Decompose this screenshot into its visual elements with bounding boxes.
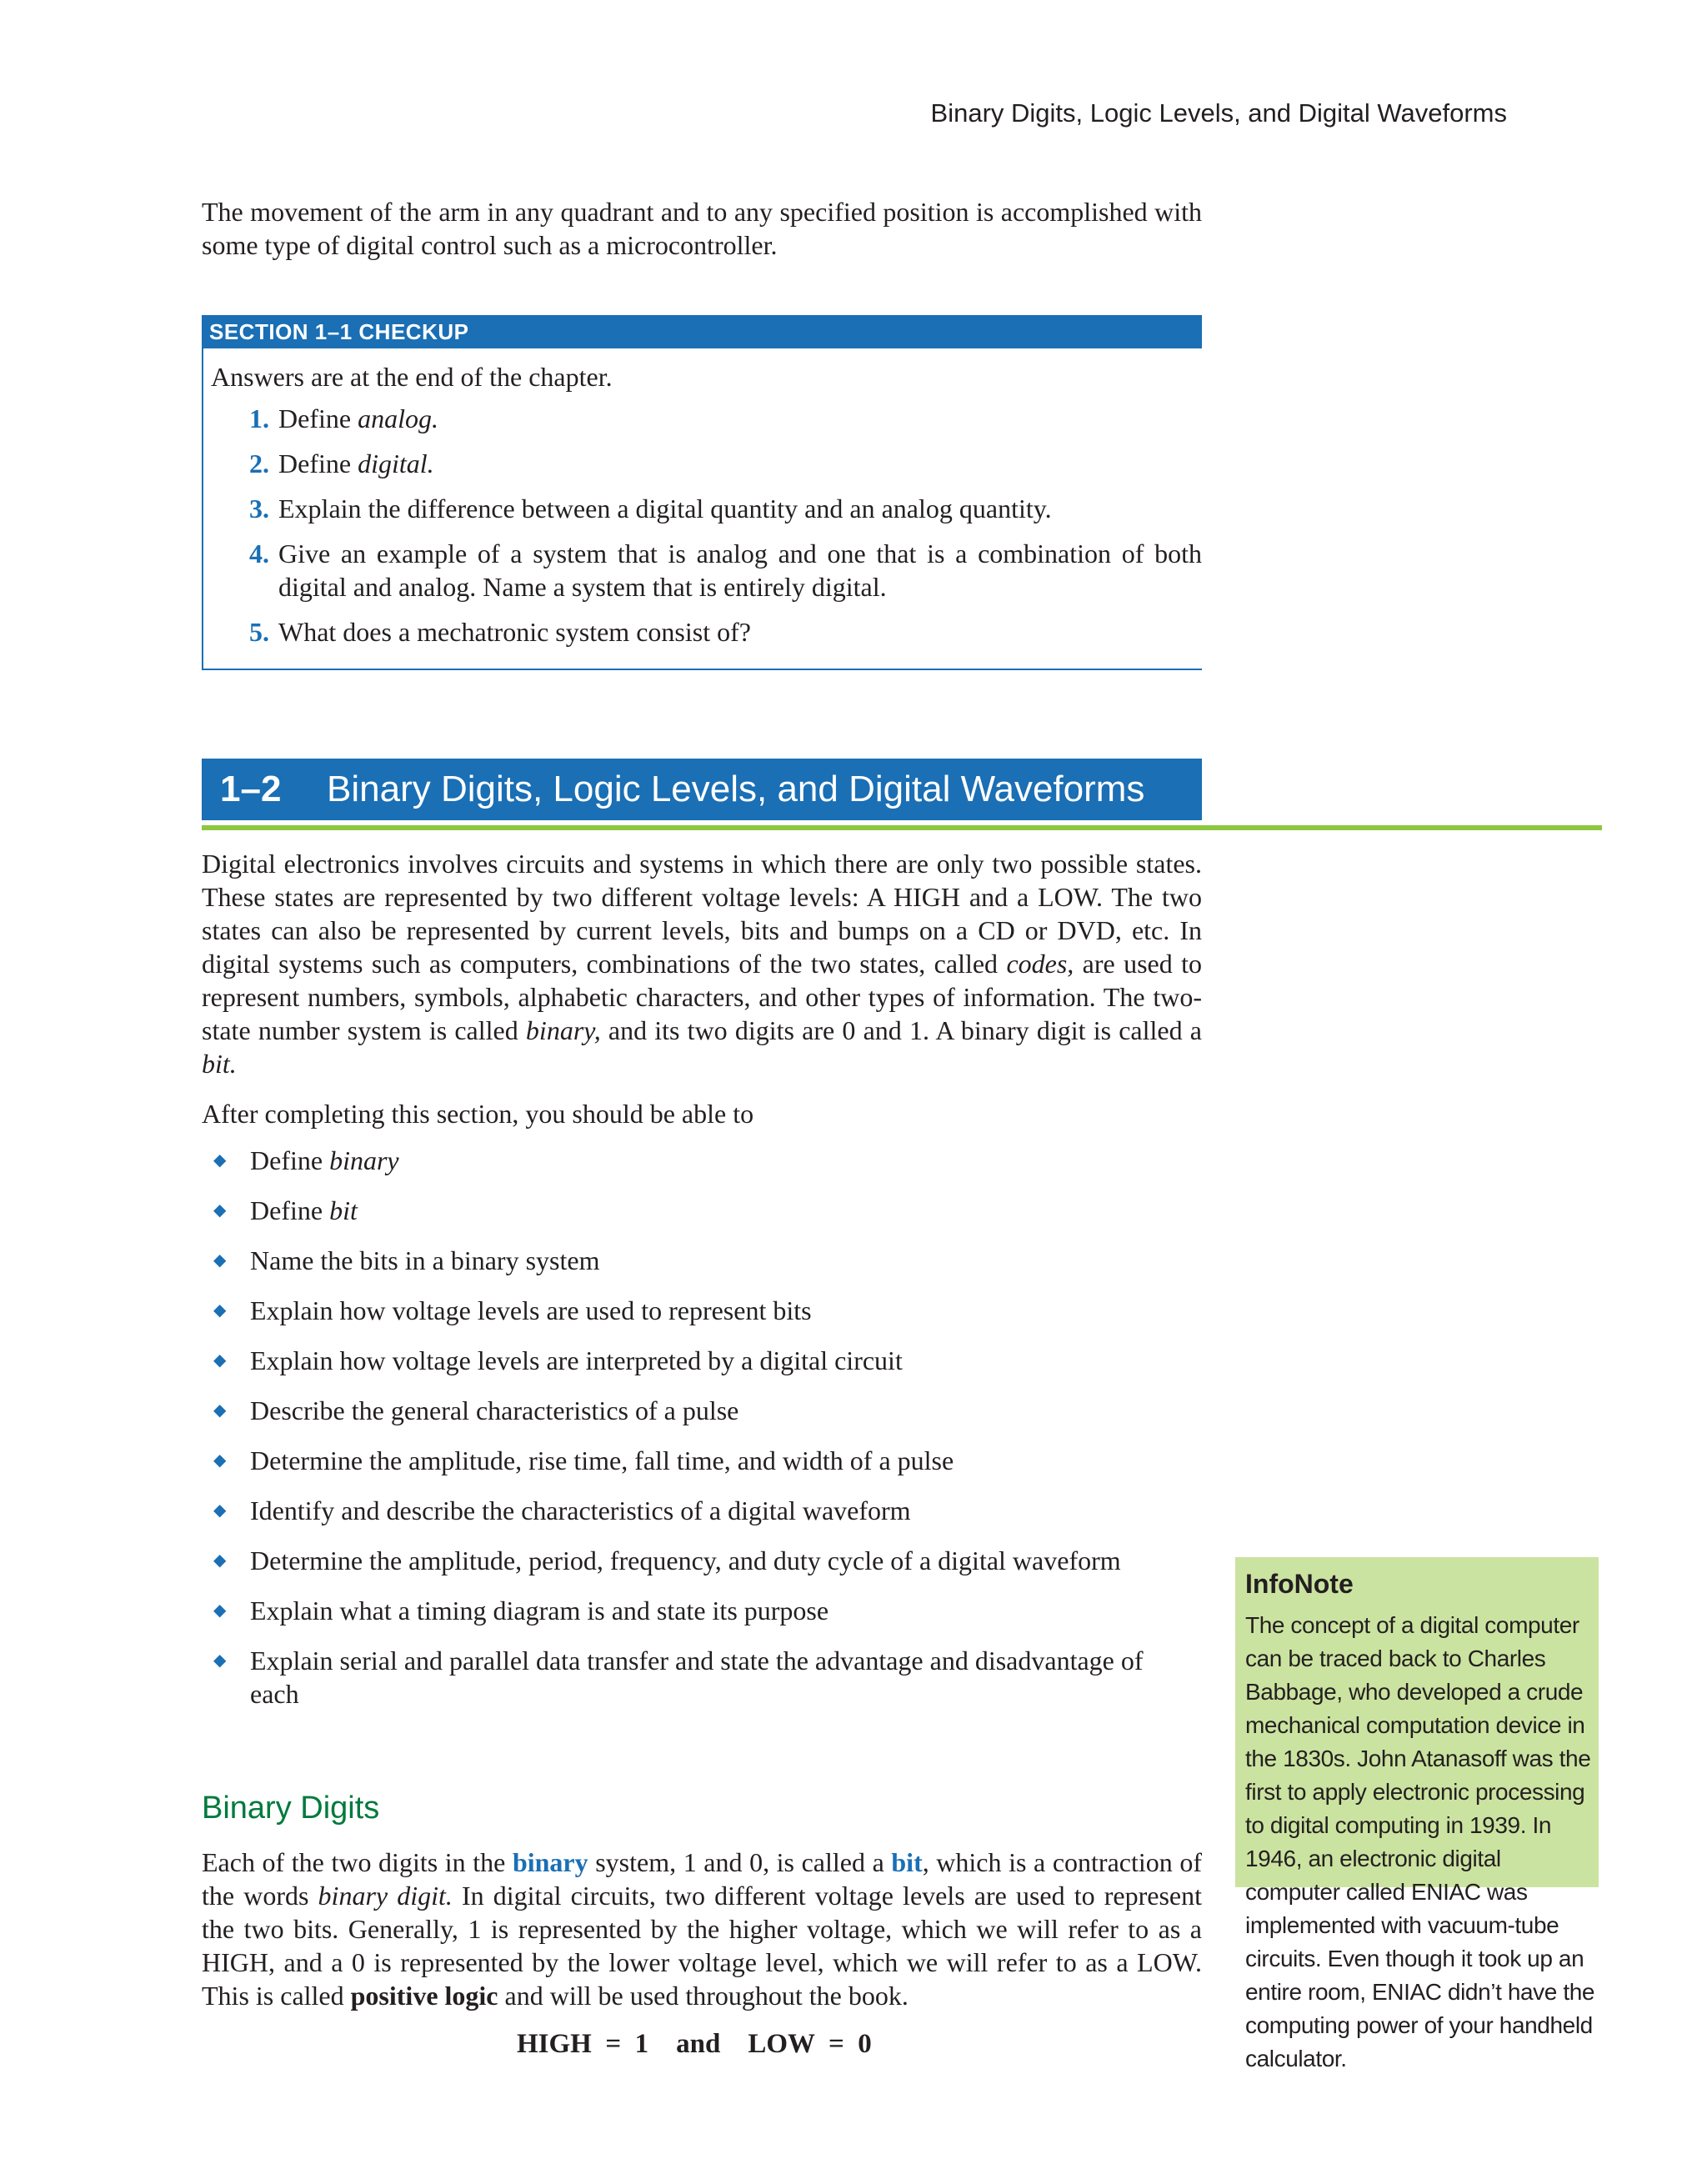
diamond-bullet-icon: ◆: [213, 1201, 227, 1220]
checkup-question: [211, 492, 1202, 525]
objectives-lead: After completing this section, you should be able to: [202, 1099, 754, 1129]
checkup-question: [211, 615, 1202, 649]
checkup-question: [211, 402, 1202, 435]
checkup-title: SECTION 1–1 CHECKUP: [202, 315, 1202, 348]
keyword-binary: binary: [512, 1847, 588, 1877]
diamond-bullet-icon: ◆: [213, 1301, 227, 1320]
checkup-answers-note: Answers are at the end of the chapter.: [211, 362, 613, 392]
objective-item: ◆ Identify and describe the characteristics of a digital waveform: [213, 1495, 911, 1525]
question-text: What does a mechatronic system consist of?: [278, 617, 751, 647]
diamond-bullet-icon: ◆: [213, 1651, 227, 1670]
question-text: Give an example of a system that is analog and one that is a combination of both digital and analog. Name a system that is entirely digital.: [278, 538, 1202, 602]
diamond-bullet-icon: ◆: [213, 1501, 227, 1520]
infonote-text: The concept of a digital computer can be traced back to Charles Babbage, who developed a crude mechanical computation device in the 1830s. John Atanasoff was the first to apply electronic processing to digital computing in 1939. In 1946, an electronic digital computer called ENIAC was implemented with vacuum-tube circuits. Even though it took up an entire room, ENIAC didn’t have the computing power of your handheld calculator.: [1245, 1612, 1595, 2071]
question-number: 4.: [249, 538, 269, 569]
checkup-question: [211, 537, 1202, 604]
section-rule: [202, 825, 1602, 830]
objective-item: ◆ Describe the general characteristics of a pulse: [213, 1395, 739, 1425]
running-head: Binary Digits, Logic Levels, and Digital Waveforms: [930, 98, 1507, 128]
question-number: 2.: [249, 448, 269, 478]
infonote-sidebar: [1235, 1557, 1599, 2071]
binary-digits-paragraph: Each of the two digits in the binary system, 1 and 0, is called a bit, which is a contraction of the words binary digit. In digital circuits, two different voltage levels are used to represent the two bits. Generally, 1 is represented by the higher voltage, which we will refer to as a HIGH, and a 0 is represented by the lower voltage level, which we will refer to as a LOW. This is called positive logic and will be used throughout the book.: [202, 1847, 1203, 2011]
diamond-bullet-icon: ◆: [213, 1251, 227, 1270]
diamond-bullet-icon: ◆: [213, 1151, 227, 1170]
section-heading: [202, 759, 1202, 820]
question-text: Explain the difference between a digital quantity and an analog quantity.: [278, 493, 1052, 523]
objective-item: ◆ Explain serial and parallel data transfer and state the advantage and disadvantage of each: [213, 1646, 1144, 1709]
objective-item: ◆ Explain what a timing diagram is and state its purpose: [213, 1595, 829, 1625]
objective-item: ◆ Name the bits in a binary system: [213, 1245, 600, 1275]
question-number: 1.: [249, 403, 269, 433]
objective-item: ◆ Define bit: [213, 1195, 358, 1225]
keyword-positive-logic: positive logic: [350, 1981, 498, 2011]
diamond-bullet-icon: ◆: [213, 1601, 227, 1620]
objective-item: ◆ Explain how voltage levels are used to represent bits: [213, 1295, 812, 1325]
section-number: 1–2: [220, 769, 282, 809]
keyword-bit: bit: [891, 1847, 923, 1877]
diamond-bullet-icon: ◆: [213, 1551, 227, 1570]
question-number: 3.: [249, 493, 269, 523]
diamond-bullet-icon: ◆: [213, 1401, 227, 1420]
question-number: 5.: [249, 617, 269, 647]
checkup-question: [211, 447, 1202, 480]
objectives-list: [202, 1144, 1202, 1727]
objective-item: ◆ Determine the amplitude, period, frequency, and duty cycle of a digital waveform: [213, 1545, 1121, 1575]
objective-item: ◆ Determine the amplitude, rise time, fall time, and width of a pulse: [213, 1445, 954, 1475]
objective-item: ◆ Define binary: [213, 1145, 399, 1175]
diamond-bullet-icon: ◆: [213, 1351, 227, 1370]
logic-level-equation: HIGH = 1 and LOW = 0: [517, 2029, 872, 2059]
section-intro-paragraph: Digital electronics involves circuits and systems in which there are only two possible states. These states are represented by two different voltage levels: A HIGH and a LOW. The two states can also be represented by current levels, bits and bumps on a CD or DVD, etc. In digital systems such as computers, combinations of the two states, called codes, are used to represent numbers, symbols, alphabetic characters, and other types of information. The two-state number system is called binary, and its two digits are 0 and 1. A binary digit is called a bit.: [202, 849, 1203, 1079]
infonote-title: InfoNote: [1245, 1569, 1354, 1599]
section-title: Binary Digits, Logic Levels, and Digital Waveforms: [327, 769, 1145, 809]
subsection-title: Binary Digits: [202, 1791, 380, 1826]
diamond-bullet-icon: ◆: [213, 1451, 227, 1470]
checkup-body: [202, 348, 1202, 670]
question-text: Define digital.: [278, 448, 434, 478]
section-checkup-box: [202, 315, 1202, 670]
objective-item: ◆ Explain how voltage levels are interpreted by a digital circuit: [213, 1345, 903, 1375]
intro-paragraph: The movement of the arm in any quadrant and to any specified position is accomplished with some type of digital control such as a microcontroller.: [202, 197, 1202, 260]
question-text: Define analog.: [278, 403, 438, 433]
